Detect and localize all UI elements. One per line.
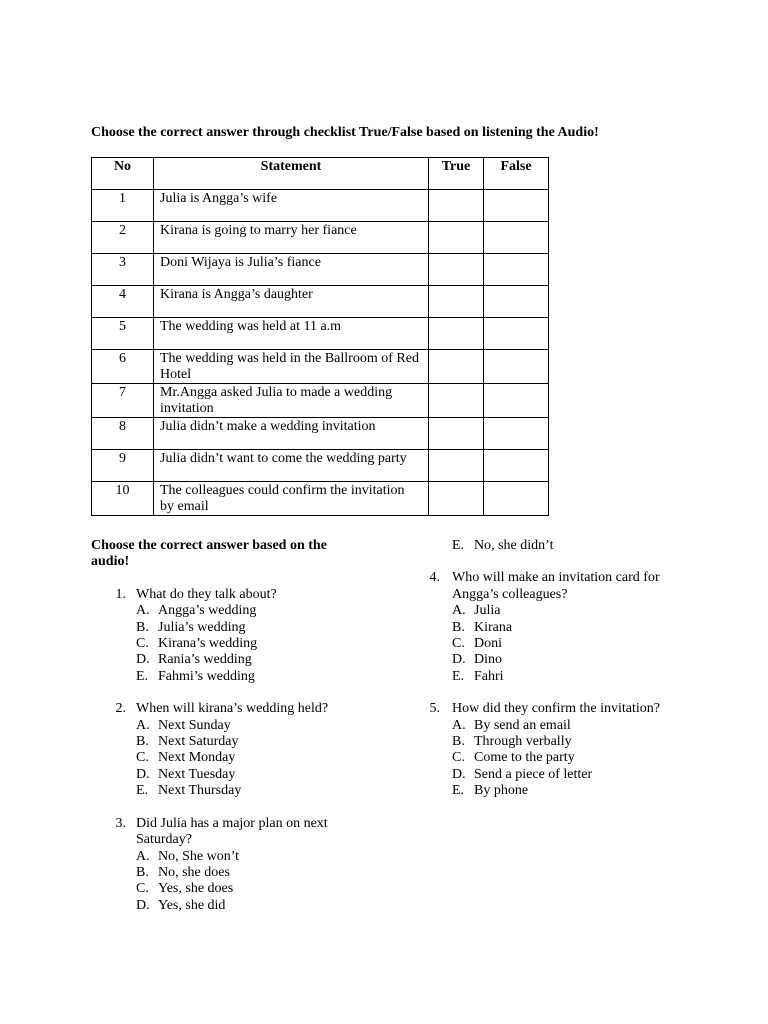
row-statement: Julia is Angga’s wife — [154, 190, 429, 222]
row-number: 4 — [92, 286, 154, 318]
option-c[interactable] — [91, 636, 361, 652]
question-1-options — [91, 603, 361, 685]
option-letter: D. — [136, 652, 150, 668]
row-statement: Julia didn’t make a wedding invitation — [154, 418, 429, 450]
question-4 — [420, 570, 692, 603]
question-5-options — [420, 718, 720, 800]
option-a[interactable] — [420, 603, 720, 619]
right-column — [420, 538, 720, 800]
false-checkbox-cell[interactable] — [484, 450, 549, 482]
option-letter: A. — [136, 603, 150, 619]
option-text: Next Sunday — [158, 717, 231, 733]
false-checkbox-cell[interactable] — [484, 482, 549, 516]
row-statement: The wedding was held at 11 a.m — [154, 318, 429, 350]
question-number: 4. — [429, 570, 440, 586]
question-1 — [91, 587, 361, 603]
option-d[interactable] — [420, 652, 720, 668]
question-3 — [91, 816, 336, 849]
header-statement: Statement — [154, 158, 429, 190]
option-d[interactable] — [91, 898, 361, 914]
false-checkbox-cell[interactable] — [484, 190, 549, 222]
left-column — [91, 538, 361, 914]
option-text: No, she didn’t — [474, 538, 554, 553]
row-number: 2 — [92, 222, 154, 254]
option-letter: B. — [136, 619, 149, 635]
option-letter: B. — [452, 619, 465, 635]
table-row — [92, 254, 549, 286]
option-letter: B. — [136, 864, 149, 880]
false-checkbox-cell[interactable] — [484, 384, 549, 418]
option-text: Fahmi’s wedding — [158, 668, 255, 684]
option-letter: A. — [136, 717, 150, 733]
question-text: Did Julia has a major plan on next Saturday? — [136, 815, 328, 848]
option-text: Yes, she does — [158, 881, 234, 897]
option-letter: C. — [136, 636, 149, 652]
option-d[interactable] — [91, 652, 361, 668]
option-c[interactable] — [420, 750, 720, 766]
question-number: 1. — [115, 586, 126, 602]
question-4-options — [420, 603, 720, 685]
row-number: 3 — [92, 254, 154, 286]
row-number: 1 — [92, 190, 154, 222]
table-row — [92, 222, 549, 254]
option-e[interactable] — [91, 669, 361, 685]
row-number: 5 — [92, 318, 154, 350]
header-true: True — [429, 158, 484, 190]
table-row — [92, 418, 549, 450]
option-letter: C. — [136, 881, 149, 897]
question-number: 2. — [115, 701, 126, 717]
false-checkbox-cell[interactable] — [484, 318, 549, 350]
table-row — [92, 190, 549, 222]
option-text: Come to the party — [474, 750, 575, 766]
question-2-options — [91, 718, 361, 800]
option-text: Dino — [474, 652, 502, 668]
option-e[interactable] — [91, 783, 361, 799]
option-text: Angga’s wedding — [158, 603, 257, 619]
question-text: What do they talk about? — [136, 586, 277, 602]
true-checkbox-cell[interactable] — [429, 254, 484, 286]
true-checkbox-cell[interactable] — [429, 222, 484, 254]
option-letter: B. — [136, 734, 149, 750]
option-a[interactable] — [91, 603, 361, 619]
true-checkbox-cell[interactable] — [429, 384, 484, 418]
row-number: 7 — [92, 384, 154, 418]
option-letter: A. — [452, 717, 466, 733]
option-text: Julia’s wedding — [158, 619, 246, 635]
question-text: When will kirana’s wedding held? — [136, 701, 329, 717]
table-header-row — [92, 158, 549, 190]
option-letter: C. — [136, 750, 149, 766]
header-false: False — [484, 158, 549, 190]
option-letter: E. — [136, 668, 149, 684]
option-letter: A. — [136, 848, 150, 864]
option-a[interactable] — [91, 718, 361, 734]
option-text: Fahri — [474, 668, 504, 684]
option-a[interactable] — [420, 718, 720, 734]
row-statement: The colleagues could confirm the invitation by email — [154, 482, 429, 516]
option-text: Next Tuesday — [158, 766, 236, 782]
false-checkbox-cell[interactable] — [484, 222, 549, 254]
true-checkbox-cell[interactable] — [429, 450, 484, 482]
option-letter: A. — [452, 603, 466, 619]
header-no: No — [92, 158, 154, 190]
table-row — [92, 482, 549, 516]
option-text: By phone — [474, 783, 529, 799]
option-letter: E. — [452, 538, 465, 553]
false-checkbox-cell[interactable] — [484, 254, 549, 286]
false-checkbox-cell[interactable] — [484, 350, 549, 384]
option-text: Next Thursday — [158, 783, 242, 799]
true-checkbox-cell[interactable] — [429, 350, 484, 384]
option-text: No, She won’t — [158, 848, 240, 864]
row-number: 8 — [92, 418, 154, 450]
row-number: 10 — [92, 482, 154, 516]
row-statement: Mr.Angga asked Julia to made a wedding invitation — [154, 384, 429, 418]
row-number: 6 — [92, 350, 154, 384]
row-statement: Julia didn’t want to come the wedding party — [154, 450, 429, 482]
option-text: By send an email — [474, 717, 571, 733]
option-b[interactable] — [91, 620, 361, 636]
option-text: Send a piece of letter — [474, 766, 593, 782]
option-b[interactable] — [420, 734, 720, 750]
option-letter: E. — [136, 783, 149, 799]
option-letter: E. — [452, 668, 465, 684]
option-text: Julia — [474, 603, 501, 619]
row-number: 9 — [92, 450, 154, 482]
option-b[interactable] — [91, 865, 361, 881]
question-3-options — [91, 849, 361, 915]
row-statement: The wedding was held in the Ballroom of Red Hotel — [154, 350, 429, 384]
question-number: 5. — [429, 701, 440, 717]
question-text: How did they confirm the invitation? — [452, 701, 661, 717]
table-row — [92, 318, 549, 350]
multiple-choice-instruction: Choose the correct answer based on the audio! — [91, 538, 327, 570]
option-b[interactable] — [91, 734, 361, 750]
table-row — [92, 286, 549, 318]
table-row — [92, 350, 549, 384]
option-text: Kirana’s wedding — [158, 636, 258, 652]
question-5 — [420, 701, 712, 717]
table-row — [92, 450, 549, 482]
option-letter: D. — [452, 766, 466, 782]
option-c[interactable] — [420, 636, 720, 652]
true-false-instruction: Choose the correct answer through checklist True/False based on listening the Audio! — [91, 125, 599, 140]
row-statement: Kirana is going to marry her fiance — [154, 222, 429, 254]
option-e[interactable] — [420, 783, 720, 799]
option-text: Next Monday — [158, 750, 236, 766]
row-statement: Doni Wijaya is Julia’s fiance — [154, 254, 429, 286]
option-letter: D. — [452, 652, 466, 668]
true-checkbox-cell[interactable] — [429, 318, 484, 350]
option-text: Kirana — [474, 619, 513, 635]
question-2 — [91, 701, 361, 717]
question-number: 3. — [115, 815, 126, 831]
option-text: Next Saturday — [158, 734, 239, 750]
option-c[interactable] — [91, 881, 361, 897]
true-checkbox-cell[interactable] — [429, 286, 484, 318]
true-checkbox-cell[interactable] — [429, 482, 484, 516]
option-text: Through verbally — [474, 734, 572, 750]
option-letter: C. — [452, 636, 465, 652]
option-text: Yes, she did — [158, 897, 226, 913]
false-checkbox-cell[interactable] — [484, 418, 549, 450]
option-c[interactable] — [91, 750, 361, 766]
option-d[interactable] — [91, 767, 361, 783]
option-e[interactable] — [420, 669, 720, 685]
option-letter: C. — [452, 750, 465, 766]
question-text: Who will make an invitation card for Angga’s colleagues? — [452, 570, 660, 602]
false-checkbox-cell[interactable] — [484, 286, 549, 318]
option-text: Rania’s wedding — [158, 652, 252, 668]
option-e[interactable] — [420, 538, 720, 554]
option-letter: B. — [452, 734, 465, 750]
option-letter: E. — [452, 783, 465, 799]
option-b[interactable] — [420, 620, 720, 636]
table-row — [92, 384, 549, 418]
true-false-table — [91, 157, 549, 516]
true-checkbox-cell[interactable] — [429, 418, 484, 450]
option-text: No, she does — [158, 864, 230, 880]
option-text: Doni — [474, 636, 502, 652]
option-a[interactable] — [91, 849, 361, 865]
option-d[interactable] — [420, 767, 720, 783]
option-letter: D. — [136, 897, 150, 913]
true-checkbox-cell[interactable] — [429, 190, 484, 222]
row-statement: Kirana is Angga’s daughter — [154, 286, 429, 318]
option-letter: D. — [136, 766, 150, 782]
